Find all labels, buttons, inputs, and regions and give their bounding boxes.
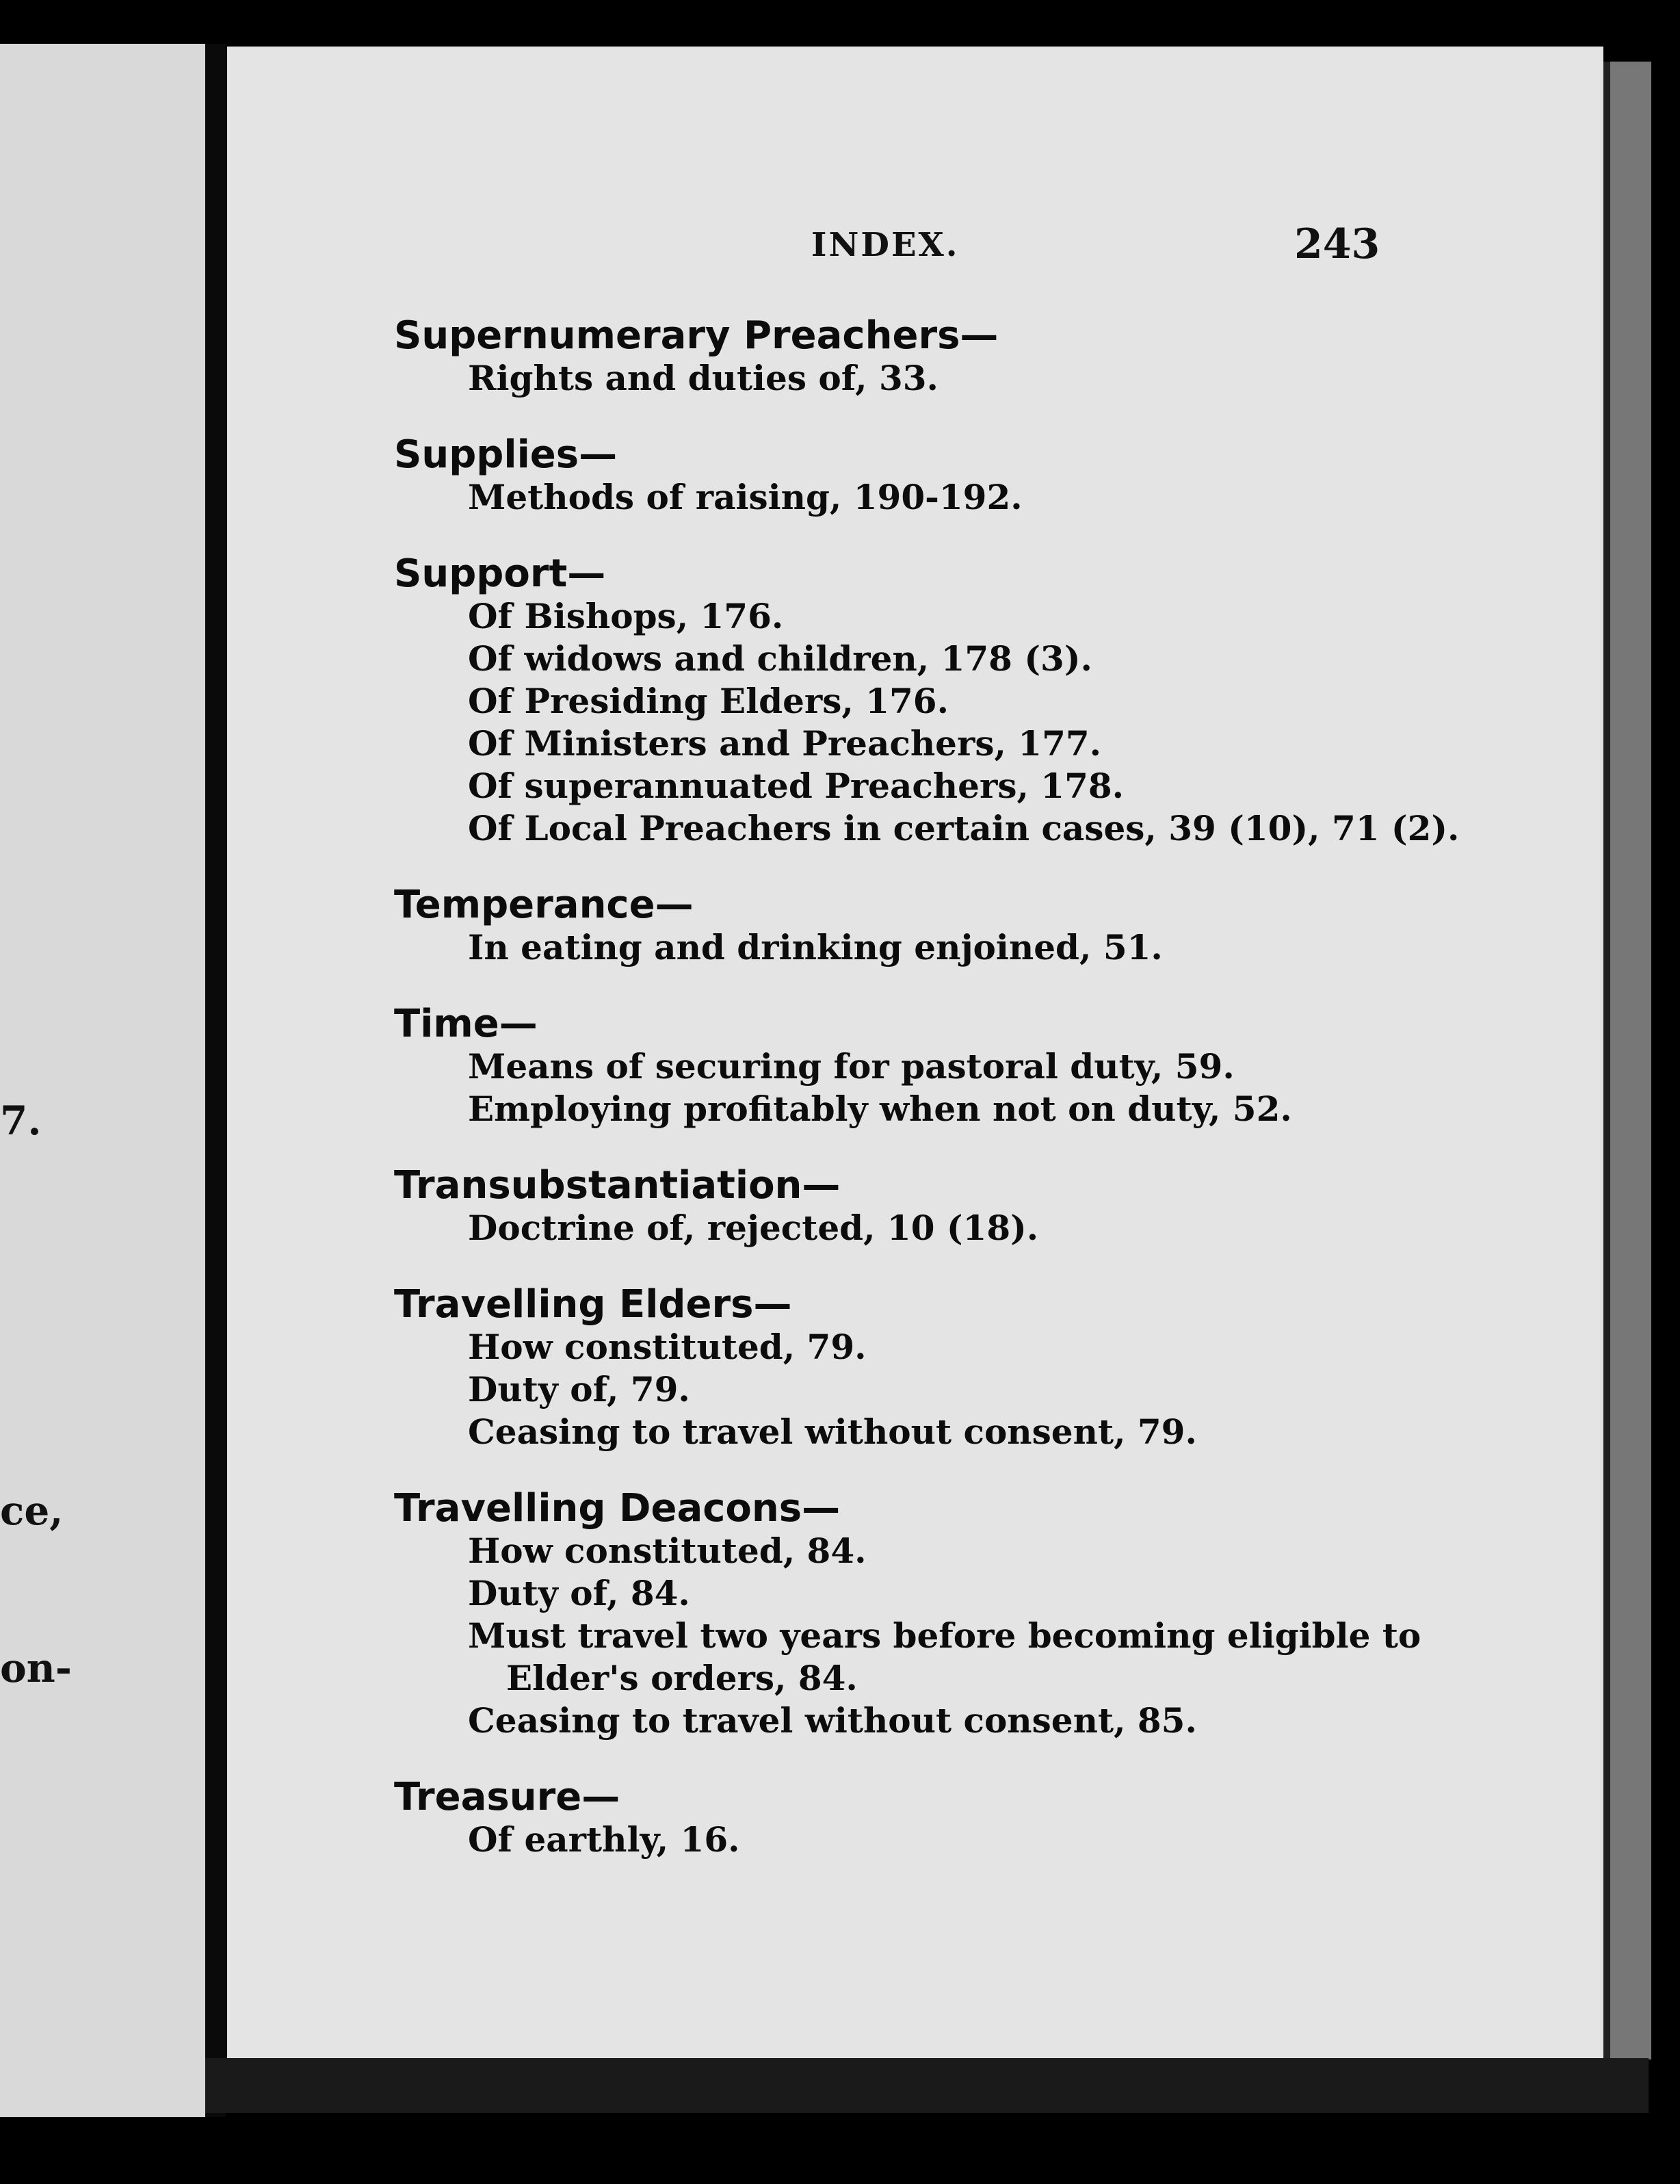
- entry-subitem: Ceasing to travel without consent, 85.: [468, 1700, 1197, 1741]
- index-entry: [394, 315, 1598, 400]
- entry-subitem: Doctrine of, rejected, 10 (18).: [468, 1208, 1039, 1248]
- entry-subitem: Rights and duties of, 33.: [468, 358, 939, 398]
- index-entry: [394, 884, 1598, 969]
- facing-page-edge: [0, 44, 205, 2117]
- entry-subitem: Employing profitably when not on duty, 52.: [468, 1089, 1292, 1129]
- entry-subitem: Of Presiding Elders, 176.: [468, 681, 949, 721]
- entry-heading: Travelling Deacons—: [394, 1486, 841, 1531]
- entry-heading: Supplies—: [394, 432, 618, 477]
- entry-heading: Temperance—: [394, 883, 694, 927]
- entry-subitem: Of Ministers and Preachers, 177.: [468, 723, 1102, 764]
- running-head: INDEX.: [811, 226, 960, 264]
- entry-heading: Time—: [394, 1002, 538, 1046]
- entry-subitem: Of superannuated Preachers, 178.: [468, 766, 1125, 806]
- page-number: 243: [1294, 220, 1380, 268]
- index-entry: [394, 1284, 1598, 1453]
- entry-subitem: Of widows and children, 178 (3).: [468, 638, 1092, 679]
- entry-subitem: Of Bishops, 176.: [468, 596, 784, 636]
- page-edge: [1603, 62, 1651, 2059]
- entry-subitem: Of earthly, 16.: [468, 1819, 740, 1860]
- facing-page-fragment: 7.: [0, 1097, 42, 1144]
- entry-subitem: Methods of raising, 190-192.: [468, 477, 1023, 517]
- index-entry: [394, 1003, 1598, 1130]
- entry-subitem: Ceasing to travel without consent, 79.: [468, 1412, 1197, 1452]
- entry-heading: Supernumerary Preachers—: [394, 313, 999, 358]
- entry-subitem: Means of securing for pastoral duty, 59.: [468, 1046, 1235, 1087]
- index-entries: [394, 315, 1598, 1895]
- index-entry: [394, 1776, 1598, 1861]
- index-entry: [394, 1165, 1598, 1249]
- entry-subitem: Duty of, 84.: [468, 1573, 690, 1613]
- entry-heading: Travelling Elders—: [394, 1282, 792, 1327]
- entry-heading: Transubstantiation—: [394, 1163, 841, 1208]
- facing-page-fragment: on-: [0, 1645, 72, 1691]
- entry-subitem: Duty of, 79.: [468, 1369, 690, 1409]
- entry-heading: Support—: [394, 551, 606, 596]
- entry-subitem: Of Local Preachers in certain cases, 39 (10), 71 (2).: [468, 808, 1460, 848]
- entry-subitem-continuation: [394, 1657, 1598, 1700]
- entry-subitem: How constituted, 79.: [468, 1327, 867, 1367]
- facing-page-fragment: ce,: [0, 1487, 64, 1534]
- entry-subitem: In eating and drinking enjoined, 51.: [468, 927, 1163, 967]
- scan-border: [205, 2058, 1649, 2113]
- book-gutter: [205, 44, 226, 2117]
- continuation-line: Elder's orders, 84.: [506, 1658, 858, 1698]
- index-entry: [394, 1487, 1598, 1742]
- index-entry: [394, 553, 1598, 850]
- entry-subitem: How constituted, 84.: [468, 1531, 867, 1571]
- entry-heading: Treasure—: [394, 1775, 620, 1819]
- entry-subitem: Must travel two years before becoming eligible to: [468, 1615, 1421, 1656]
- index-entry: [394, 434, 1598, 519]
